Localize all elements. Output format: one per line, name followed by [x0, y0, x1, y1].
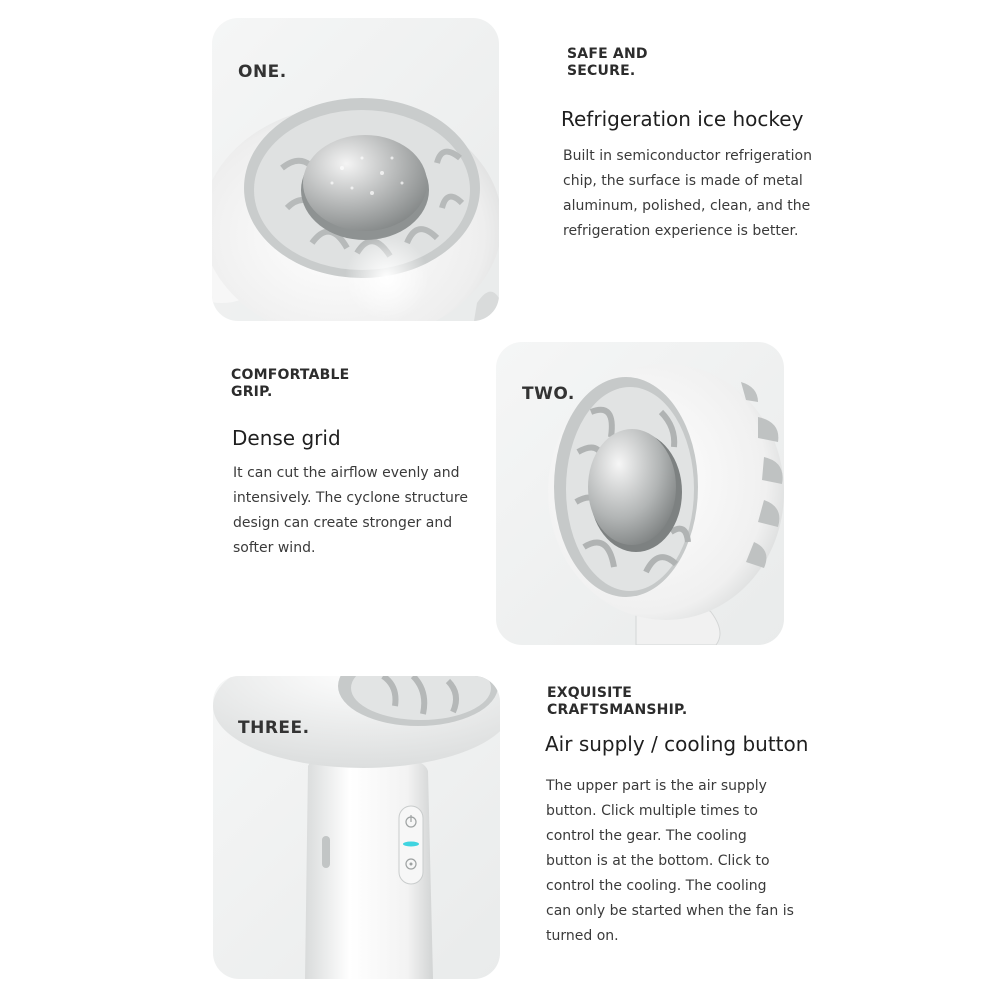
description-line: aluminum, polished, clean, and the: [563, 198, 811, 214]
section-description-one: [563, 144, 812, 244]
heading-line: EXQUISITE: [547, 685, 633, 701]
step-label-three: THREE.: [238, 718, 310, 738]
description-line: refrigeration experience is better.: [563, 223, 799, 239]
heading-line: CRAFTSMANSHIP.: [547, 702, 688, 718]
description-line: Built in semiconductor refrigeration: [563, 148, 812, 164]
section-title-one: Refrigeration ice hockey: [561, 107, 804, 131]
description-line: The upper part is the air supply: [546, 778, 767, 794]
heading-line: SAFE AND: [567, 46, 648, 62]
step-label-two: TWO.: [522, 384, 575, 404]
description-line: chip, the surface is made of metal: [563, 173, 803, 189]
heading-line: GRIP.: [231, 384, 273, 400]
description-line: button is at the bottom. Click to: [546, 853, 770, 869]
heading-line: COMFORTABLE: [231, 367, 350, 383]
product-image-panel-two: [496, 342, 784, 645]
section-description-two: [233, 461, 468, 561]
description-line: control the gear. The cooling: [546, 828, 747, 844]
section-title-three: Air supply / cooling button: [545, 732, 809, 756]
description-line: turned on.: [546, 928, 619, 944]
description-line: control the cooling. The cooling: [546, 878, 767, 894]
description-line: It can cut the airflow evenly and: [233, 465, 460, 481]
product-image-panel-three: [213, 676, 500, 979]
section-description-three: [546, 774, 794, 949]
description-line: design can create stronger and: [233, 515, 453, 531]
section-heading-two: [231, 367, 349, 401]
step-label-one: ONE.: [238, 62, 287, 82]
description-line: can only be started when the fan is: [546, 903, 794, 919]
heading-line: SECURE.: [567, 63, 636, 79]
description-line: button. Click multiple times to: [546, 803, 758, 819]
section-heading-one: [567, 46, 648, 80]
product-image-panel-one: [212, 18, 499, 321]
description-line: softer wind.: [233, 540, 316, 556]
section-title-two: Dense grid: [232, 426, 341, 450]
description-line: intensively. The cyclone structure: [233, 490, 468, 506]
section-heading-three: [547, 685, 687, 719]
